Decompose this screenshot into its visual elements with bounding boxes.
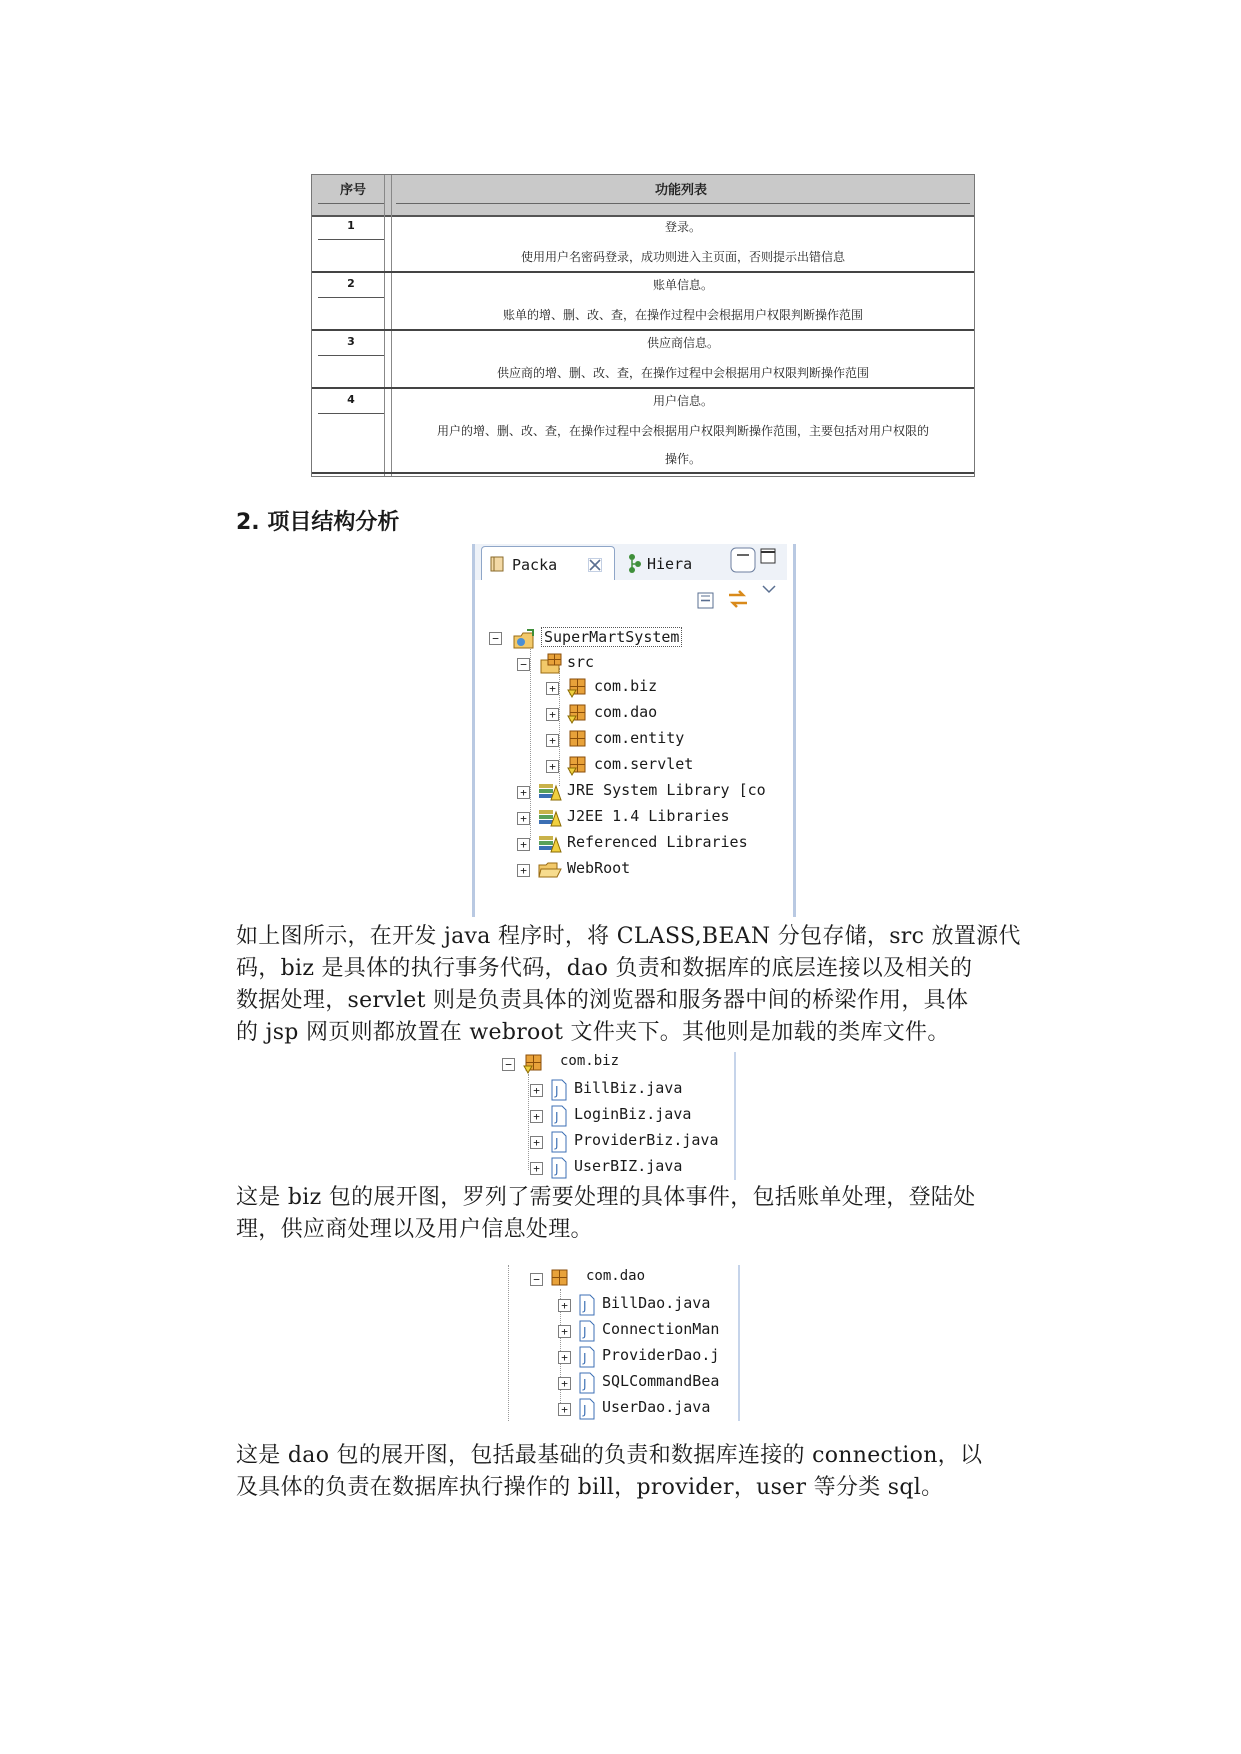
- table-row: [312, 273, 974, 329]
- java-file-icon: [550, 1105, 568, 1127]
- biz-package-tree: [500, 1052, 736, 1180]
- svg-text:J: J: [555, 1110, 559, 1124]
- header-features: 功能列表: [655, 183, 708, 198]
- paragraph-structure: [236, 921, 1046, 1049]
- expand-toggle-icon[interactable]: +: [546, 760, 559, 773]
- minimize-maximize-icons[interactable]: [729, 546, 783, 576]
- feature-desc: 账单的增、删、改、查，在操作过程中会根据用户权限判断操作范围: [502, 308, 863, 322]
- close-icon[interactable]: [588, 558, 602, 572]
- header-index: 序号: [340, 183, 367, 198]
- package-label: com.entity: [594, 729, 685, 747]
- feature-title: 供应商信息。: [646, 336, 719, 350]
- expand-toggle-icon[interactable]: +: [530, 1084, 543, 1097]
- expand-toggle-icon[interactable]: +: [517, 864, 530, 877]
- svg-text:J: J: [555, 1162, 559, 1176]
- tab-label: Packa: [512, 556, 558, 574]
- package-icon: [548, 1268, 570, 1290]
- expand-toggle-icon[interactable]: +: [546, 682, 559, 695]
- expand-toggle-icon[interactable]: +: [546, 708, 559, 721]
- feature-title: 登录。: [664, 220, 701, 234]
- folder-icon: [537, 860, 563, 880]
- library-icon: [537, 808, 563, 828]
- svg-text:J: J: [555, 1136, 559, 1150]
- paragraph-line: 的 jsp 网页则都放置在 webroot 文件夹下。其他则是加载的类库文件。: [236, 1020, 950, 1045]
- section-heading: 2. 项目结构分析: [236, 510, 400, 535]
- library-icon: [537, 782, 563, 802]
- library-label: Referenced Libraries: [567, 833, 748, 851]
- feature-desc: 用户的增、删、改、查，在操作过程中会根据用户权限判断操作范围，主要包括对用户权限的: [436, 424, 929, 438]
- view-tab-bar: [475, 544, 787, 581]
- package-label: com.servlet: [594, 755, 694, 773]
- row-number: 4: [347, 393, 355, 406]
- package-icon: [566, 677, 588, 699]
- package-icon: [566, 755, 588, 777]
- collapse-toggle-icon[interactable]: −: [517, 658, 530, 671]
- java-file-icon: [550, 1079, 568, 1101]
- java-file-icon: [578, 1398, 596, 1420]
- feature-desc: 使用用户名密码登录，成功则进入主页面，否则提示出错信息: [520, 250, 845, 264]
- java-file-icon: [578, 1294, 596, 1316]
- package-explorer-icon: [490, 556, 504, 572]
- paragraph-line: 这是 biz 包的展开图，罗列了需要处理的具体事件，包括账单处理，登陆处: [236, 1185, 976, 1210]
- collapse-toggle-icon[interactable]: −: [489, 632, 502, 645]
- expand-toggle-icon[interactable]: +: [530, 1162, 543, 1175]
- webroot-label: WebRoot: [567, 859, 631, 877]
- expand-toggle-icon[interactable]: +: [558, 1325, 571, 1338]
- java-file-label: SQLCommandBea: [602, 1372, 720, 1390]
- link-with-editor-icon[interactable]: [725, 586, 751, 612]
- library-label: JRE System Library [co: [567, 781, 766, 799]
- java-file-label: UserDao.java: [602, 1398, 711, 1416]
- project-label: SuperMartSystem: [541, 627, 682, 647]
- tab-label: Hiera: [647, 555, 693, 573]
- package-label: com.dao: [594, 703, 658, 721]
- java-file-icon: [550, 1157, 568, 1179]
- paragraph-line: 理，供应商处理以及用户信息处理。: [236, 1217, 593, 1242]
- java-file-icon: [578, 1346, 596, 1368]
- paragraph-line: 这是 dao 包的展开图，包括最基础的负责和数据库连接的 connection，以: [236, 1443, 983, 1468]
- feature-desc-cont: 操作。: [664, 452, 701, 466]
- svg-text:J: J: [583, 1351, 587, 1365]
- package-icon: [566, 729, 588, 751]
- feature-title: 账单信息。: [652, 278, 713, 292]
- java-file-label: ProviderBiz.java: [574, 1131, 719, 1149]
- java-project-icon: [511, 628, 537, 650]
- java-file-label: BillBiz.java: [574, 1079, 683, 1097]
- package-label: com.biz: [594, 677, 658, 695]
- paragraph-dao: [236, 1440, 1046, 1504]
- svg-text:J: J: [555, 1084, 559, 1098]
- library-label: J2EE 1.4 Libraries: [567, 807, 730, 825]
- tab-hierarchy[interactable]: [623, 546, 717, 579]
- paragraph-biz: [236, 1182, 1046, 1246]
- feature-title: 用户信息。: [652, 394, 713, 408]
- view-toolbar: [475, 580, 787, 616]
- src-label: src: [567, 653, 595, 671]
- row-number: 3: [347, 335, 355, 348]
- package-icon: [522, 1053, 544, 1075]
- expand-toggle-icon[interactable]: +: [530, 1110, 543, 1123]
- paragraph-line: 码，biz 是具体的执行事务代码，dao 负责和数据库的底层连接以及相关的: [236, 956, 973, 981]
- tab-package-explorer[interactable]: [481, 546, 615, 580]
- java-file-label: ConnectionMan: [602, 1320, 720, 1338]
- java-file-label: UserBIZ.java: [574, 1157, 683, 1175]
- paragraph-line: 及具体的负责在数据库执行操作的 bill，provider，user 等分类 sql。: [236, 1475, 944, 1500]
- row-number: 1: [347, 219, 355, 232]
- svg-text:J: J: [583, 1299, 587, 1313]
- source-folder-icon: [539, 653, 563, 675]
- paragraph-line: 如上图所示，在开发 java 程序时，将 CLASS,BEAN 分包存储，src 放置源代: [236, 924, 1021, 949]
- java-file-icon: [578, 1372, 596, 1394]
- table-row: [312, 389, 974, 474]
- expand-toggle-icon[interactable]: +: [558, 1403, 571, 1416]
- expand-toggle-icon[interactable]: +: [517, 838, 530, 851]
- java-file-label: LoginBiz.java: [574, 1105, 692, 1123]
- hierarchy-icon: [627, 553, 643, 573]
- java-file-icon: [550, 1131, 568, 1153]
- paragraph-line: 数据处理，servlet 则是负责具体的浏览器和服务器中间的桥梁作用，具体: [236, 988, 969, 1013]
- expand-toggle-icon[interactable]: +: [558, 1299, 571, 1312]
- svg-text:J: J: [583, 1377, 587, 1391]
- expand-toggle-icon[interactable]: +: [517, 812, 530, 825]
- java-file-label: BillDao.java: [602, 1294, 711, 1312]
- package-explorer-panel: [472, 544, 796, 917]
- expand-toggle-icon[interactable]: +: [558, 1351, 571, 1364]
- svg-text:J: J: [583, 1325, 587, 1339]
- table-header: [312, 175, 974, 217]
- view-menu-icon[interactable]: [761, 584, 777, 596]
- collapse-toggle-icon[interactable]: −: [502, 1058, 515, 1071]
- expand-toggle-icon[interactable]: +: [558, 1377, 571, 1390]
- feature-desc: 供应商的增、删、改、查，在操作过程中会根据用户权限判断操作范围: [496, 366, 869, 380]
- library-icon: [537, 834, 563, 854]
- table-row: [312, 331, 974, 387]
- package-label: com.dao: [586, 1268, 646, 1284]
- svg-text:J: J: [583, 1403, 587, 1417]
- expand-toggle-icon[interactable]: +: [530, 1136, 543, 1149]
- java-file-icon: [578, 1320, 596, 1342]
- row-number: 2: [347, 277, 355, 290]
- java-file-label: ProviderDao.j: [602, 1346, 720, 1364]
- collapse-all-icon[interactable]: [697, 592, 715, 610]
- package-icon: [566, 703, 588, 725]
- expand-toggle-icon[interactable]: +: [546, 734, 559, 747]
- collapse-toggle-icon[interactable]: −: [530, 1273, 543, 1286]
- dao-package-tree: [506, 1265, 742, 1421]
- table-row: [312, 215, 974, 271]
- package-label: com.biz: [560, 1053, 620, 1069]
- expand-toggle-icon[interactable]: +: [517, 786, 530, 799]
- feature-table: [311, 174, 975, 477]
